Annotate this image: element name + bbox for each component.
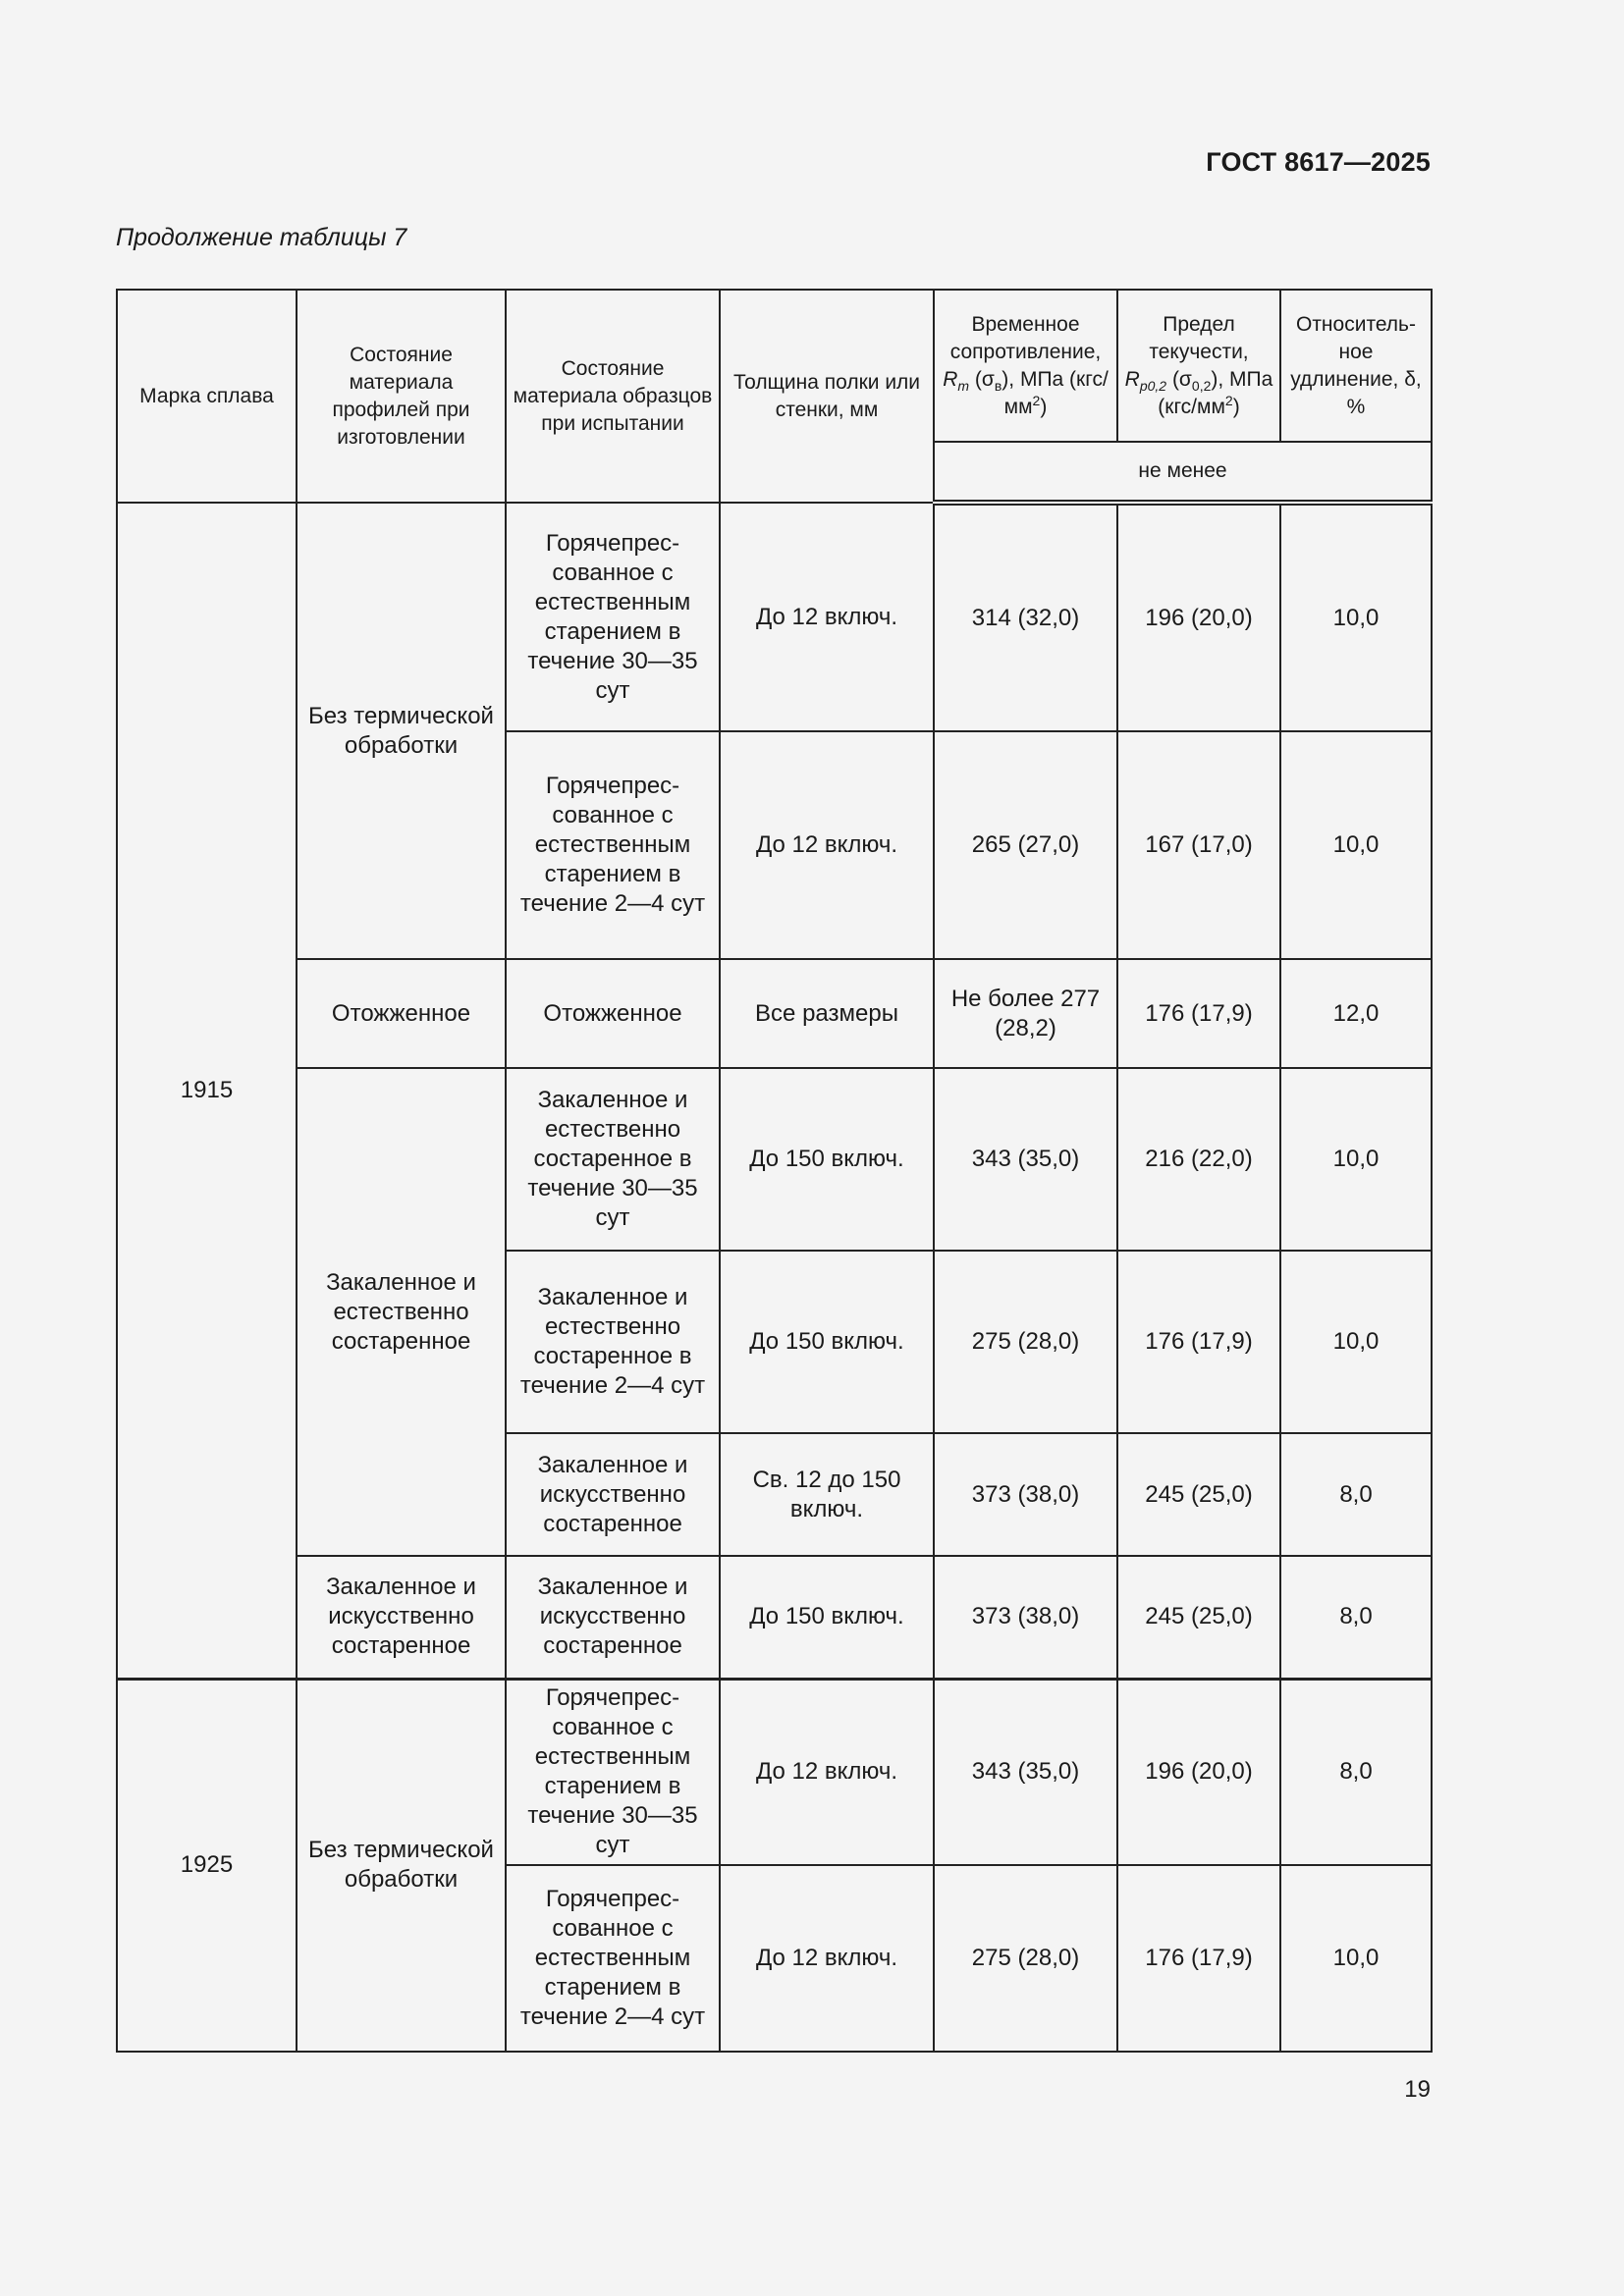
cell-sample-state: Закаленное и искусственно состаренное — [506, 1433, 720, 1556]
cell-yield: 245 (25,0) — [1117, 1433, 1280, 1556]
cell-elongation: 10,0 — [1280, 1068, 1432, 1251]
cell-profile-state: Без термической обработки — [297, 1679, 506, 2052]
cell-yield: 176 (17,9) — [1117, 1251, 1280, 1433]
cell-sample-state: Закаленное и естественно состаренное в течение 2—4 сут — [506, 1251, 720, 1433]
cell-thickness: До 150 включ. — [720, 1251, 934, 1433]
header-thickness: Толщина полки или стенки, мм — [720, 290, 934, 503]
cell-tensile: 275 (28,0) — [934, 1251, 1117, 1433]
cell-yield: 176 (17,9) — [1117, 959, 1280, 1068]
cell-elongation: 10,0 — [1280, 731, 1432, 959]
header-elongation: Относитель-ное удлинение, δ, % — [1280, 290, 1432, 442]
cell-grade: 1915 — [117, 503, 297, 1679]
cell-sample-state: Закаленное и искусственно состаренное — [506, 1556, 720, 1679]
header-profile-state: Состояние материала профилей при изготовлении — [297, 290, 506, 503]
cell-elongation: 10,0 — [1280, 1865, 1432, 2052]
cell-tensile: 373 (38,0) — [934, 1556, 1117, 1679]
cell-tensile: 373 (38,0) — [934, 1433, 1117, 1556]
cell-elongation: 8,0 — [1280, 1679, 1432, 1865]
header-min-note: не менее — [934, 442, 1432, 503]
cell-thickness: До 12 включ. — [720, 503, 934, 731]
cell-profile-state: Закаленное и искусственно состаренное — [297, 1556, 506, 1679]
cell-sample-state: Горячепрес-сованное с естественным старением в течение 30—35 сут — [506, 503, 720, 731]
cell-tensile: 275 (28,0) — [934, 1865, 1117, 2052]
cell-thickness: До 150 включ. — [720, 1556, 934, 1679]
cell-yield: 176 (17,9) — [1117, 1865, 1280, 2052]
cell-profile-state: Закаленное и естественно состаренное — [297, 1068, 506, 1556]
cell-tensile: 343 (35,0) — [934, 1679, 1117, 1865]
header-sample-state: Состояние материала образцов при испытании — [506, 290, 720, 503]
cell-sample-state: Горячепрес-сованное с естественным старением в течение 2—4 сут — [506, 731, 720, 959]
cell-thickness: До 12 включ. — [720, 1865, 934, 2052]
cell-yield: 196 (20,0) — [1117, 1679, 1280, 1865]
cell-elongation: 10,0 — [1280, 1251, 1432, 1433]
cell-grade: 1925 — [117, 1679, 297, 2052]
cell-yield: 216 (22,0) — [1117, 1068, 1280, 1251]
header-tensile-strength: Временное сопротивление, $R_m$ $(\sigma_в)$, МПа $(кгс/мм^2)$ — [934, 290, 1117, 442]
cell-yield: 245 (25,0) — [1117, 1556, 1280, 1679]
cell-yield: 196 (20,0) — [1117, 503, 1280, 731]
cell-sample-state: Закаленное и естественно состаренное в течение 30—35 сут — [506, 1068, 720, 1251]
cell-thickness: До 12 включ. — [720, 1679, 934, 1865]
header-grade: Марка сплава — [117, 290, 297, 503]
cell-elongation: 10,0 — [1280, 503, 1432, 731]
cell-thickness: Все размеры — [720, 959, 934, 1068]
cell-tensile: 314 (32,0) — [934, 503, 1117, 731]
cell-sample-state: Горячепрес-сованное с естественным старением в течение 30—35 сут — [506, 1679, 720, 1865]
page-number: 19 — [1404, 2076, 1431, 2103]
cell-sample-state: Горячепрес-сованное с естественным старением в течение 2—4 сут — [506, 1865, 720, 2052]
cell-sample-state: Отожженное — [506, 959, 720, 1068]
cell-tensile: 265 (27,0) — [934, 731, 1117, 959]
properties-table — [116, 289, 1433, 2053]
cell-profile-state: Без термической обработки — [297, 503, 506, 959]
cell-yield: 167 (17,0) — [1117, 731, 1280, 959]
cell-profile-state: Отожженное — [297, 959, 506, 1068]
document-number: ГОСТ 8617—2025 — [1206, 147, 1431, 177]
cell-tensile: Не более 277 (28,2) — [934, 959, 1117, 1068]
cell-elongation: 12,0 — [1280, 959, 1432, 1068]
table-caption: Продолжение таблицы 7 — [116, 224, 407, 251]
cell-thickness: До 150 включ. — [720, 1068, 934, 1251]
cell-tensile: 343 (35,0) — [934, 1068, 1117, 1251]
cell-thickness: До 12 включ. — [720, 731, 934, 959]
cell-elongation: 8,0 — [1280, 1556, 1432, 1679]
cell-thickness: Св. 12 до 150 включ. — [720, 1433, 934, 1556]
header-yield-strength: Предел текучести, $R_{p0,2}$ $(\sigma_{0,2})$, МПа $(кгс/мм^2)$ — [1117, 290, 1280, 442]
cell-elongation: 8,0 — [1280, 1433, 1432, 1556]
